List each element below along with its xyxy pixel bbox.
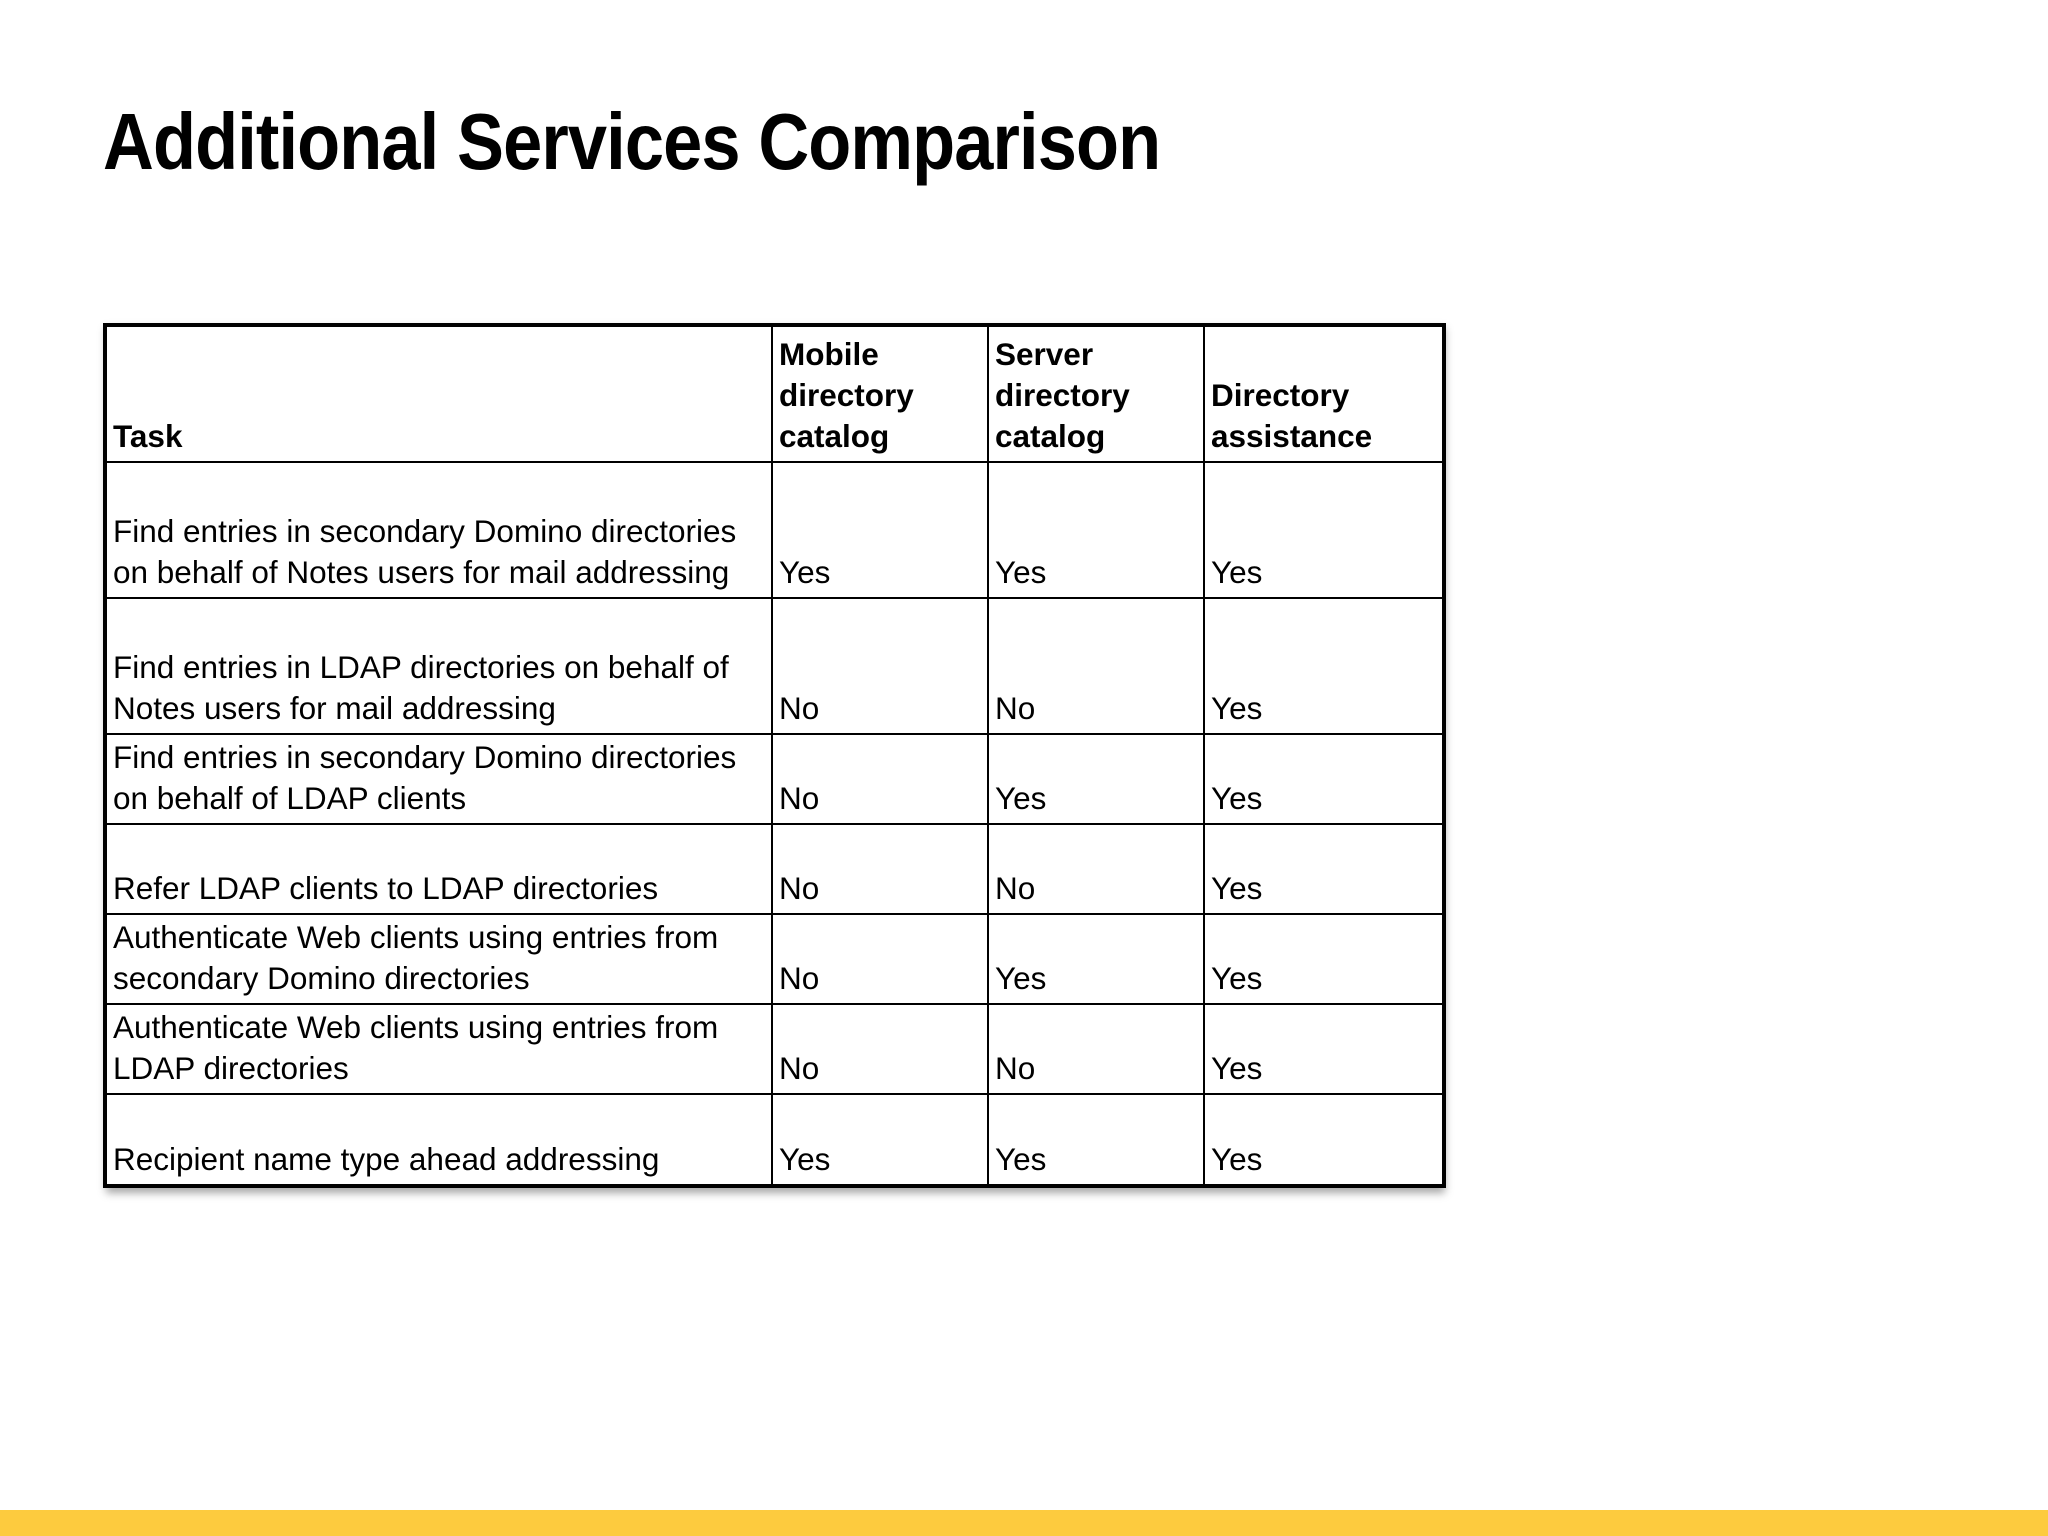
task-cell: Find entries in secondary Domino directories on behalf of LDAP clients xyxy=(105,734,772,824)
mobile-cell: No xyxy=(772,824,988,914)
mobile-cell: No xyxy=(772,598,988,734)
table-row xyxy=(105,1004,1444,1094)
mobile-cell: Yes xyxy=(772,1094,988,1186)
slide-title: Additional Services Comparison xyxy=(103,97,1161,186)
assistance-cell: Yes xyxy=(1204,1094,1444,1186)
header-mobile-directory-catalog: Mobile directory catalog xyxy=(772,325,988,462)
assistance-cell: Yes xyxy=(1204,824,1444,914)
server-cell: No xyxy=(988,598,1204,734)
comparison-table xyxy=(103,323,1446,1188)
header-task: Task xyxy=(105,325,772,462)
server-cell: Yes xyxy=(988,1094,1204,1186)
table-row xyxy=(105,1094,1444,1186)
table-row xyxy=(105,824,1444,914)
mobile-cell: No xyxy=(772,734,988,824)
table-row xyxy=(105,734,1444,824)
task-cell: Find entries in secondary Domino directories on behalf of Notes users for mail addressing xyxy=(105,462,772,598)
header-row xyxy=(105,325,1444,462)
task-cell: Authenticate Web clients using entries from LDAP directories xyxy=(105,1004,772,1094)
mobile-cell: No xyxy=(772,1004,988,1094)
assistance-cell: Yes xyxy=(1204,1004,1444,1094)
task-cell: Find entries in LDAP directories on behalf of Notes users for mail addressing xyxy=(105,598,772,734)
server-cell: Yes xyxy=(988,734,1204,824)
assistance-cell: Yes xyxy=(1204,734,1444,824)
table-row xyxy=(105,462,1444,598)
server-cell: No xyxy=(988,1004,1204,1094)
task-cell: Refer LDAP clients to LDAP directories xyxy=(105,824,772,914)
mobile-cell: No xyxy=(772,914,988,1004)
header-directory-assistance: Directory assistance xyxy=(1204,325,1444,462)
task-cell: Recipient name type ahead addressing xyxy=(105,1094,772,1186)
table-row xyxy=(105,598,1444,734)
server-cell: Yes xyxy=(988,462,1204,598)
footer-accent-bar xyxy=(0,1510,2048,1536)
server-cell: Yes xyxy=(988,914,1204,1004)
header-server-directory-catalog: Server directory catalog xyxy=(988,325,1204,462)
server-cell: No xyxy=(988,824,1204,914)
table-row xyxy=(105,914,1444,1004)
task-cell: Authenticate Web clients using entries from secondary Domino directories xyxy=(105,914,772,1004)
table-reflection xyxy=(103,1233,1442,1423)
assistance-cell: Yes xyxy=(1204,914,1444,1004)
mobile-cell: Yes xyxy=(772,462,988,598)
comparison-table-container xyxy=(103,323,1442,1188)
assistance-cell: Yes xyxy=(1204,462,1444,598)
assistance-cell: Yes xyxy=(1204,598,1444,734)
